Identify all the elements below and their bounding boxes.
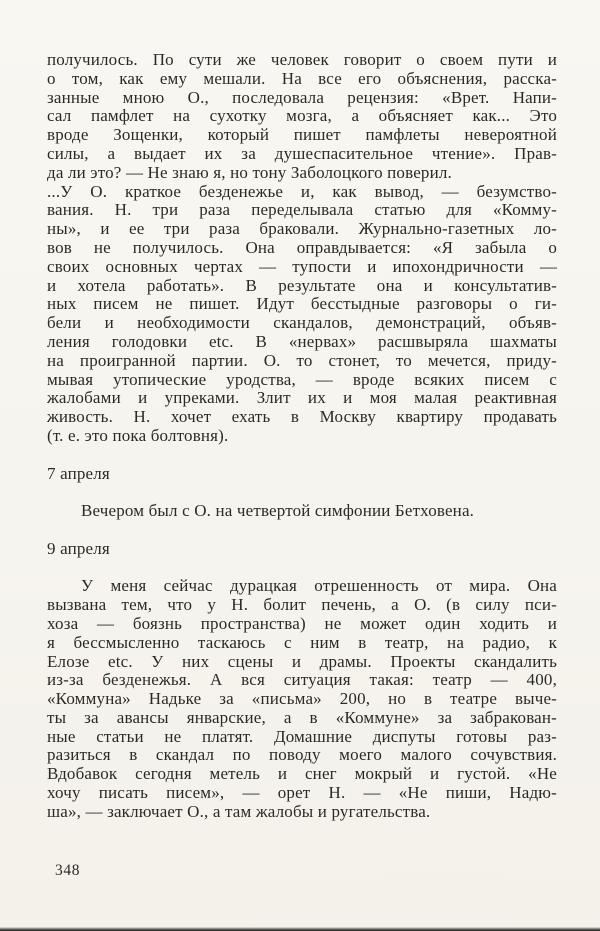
paragraph bbox=[47, 577, 557, 821]
text-line: У меня сейчас дурацкая отрешенность от мира. Она bbox=[81, 576, 557, 596]
text-line: ления голодовки etc. В «нервах» расшвыряла шахматы bbox=[47, 331, 557, 351]
page-number: 348 bbox=[55, 862, 81, 879]
text-line: Вдобавок сегодня метель и снег мокрый и густой. «Не bbox=[47, 764, 557, 784]
text-line: бели и необходимости скандалов, демонстраций, объяв- bbox=[47, 313, 557, 333]
text-line: сал памфлет на сухотку мозга, а объясняет как... Это bbox=[47, 106, 557, 126]
text-line: о том, как ему мешали. На все его объяснения, расска- bbox=[47, 68, 557, 88]
text-line: жалобами и упреками. Злит их и моя малая реактивная bbox=[47, 388, 557, 408]
text-line: да ли это? — Не знаю я, но тону Заболоцкого поверил. bbox=[47, 162, 452, 182]
text-line: и хотела работать». В результате она и консультатив- bbox=[47, 275, 557, 295]
text-line: Елозе etc. У них сцены и драмы. Проекты скандалить bbox=[47, 651, 557, 671]
text-line: ...У О. краткое безденежье и, как вывод, — безумство- bbox=[47, 181, 557, 201]
text-line: 9 апреля bbox=[47, 538, 110, 558]
page-text bbox=[47, 51, 557, 822]
text-line: силы, а выдает их за душеспасительное чтение». Прав- bbox=[47, 143, 557, 163]
text-line: «Коммуна» Надьке за «письма» 200, но в театре выче- bbox=[47, 689, 557, 709]
text-line: ны», и ее три раза браковали. Журнально-газетных ло- bbox=[47, 219, 557, 239]
text-line: (т. е. это пока болтовня). bbox=[47, 425, 229, 445]
text-line: вания. Н. три раза переделывала статью для «Комму- bbox=[47, 200, 557, 220]
text-line: Вечером был с О. на четвертой симфонии Бетховена. bbox=[81, 501, 475, 521]
text-line: вроде Зощенки, который пишет памфлеты невероятной bbox=[47, 125, 557, 145]
text-line: вызвана тем, что у Н. болит печень, а О. (в силу пси- bbox=[47, 595, 557, 615]
text-line: занные мною О., последовала рецензия: «Врет. Напи- bbox=[47, 87, 557, 107]
text-line: ные статьи не платят. Домашние диспуты готовы раз- bbox=[47, 726, 557, 746]
text-line: я бессмысленно таскаюсь с ним в театр, на радио, к bbox=[47, 632, 557, 652]
text-line: мывая утопические уродства, — вроде всяких писем с bbox=[47, 369, 557, 389]
text-line: на проигранной партии. О. то стонет, то мечется, приду- bbox=[47, 350, 557, 370]
text-line: своих основных чертах — тупости и ипохондричности — bbox=[47, 256, 557, 276]
date-heading bbox=[47, 465, 557, 484]
text-line: 7 апреля bbox=[47, 463, 110, 483]
text-line: хоза — боязнь пространства) не может один ходить и bbox=[47, 613, 557, 633]
text-line: ша», — заключает О., а там жалобы и ругательства. bbox=[47, 801, 431, 821]
text-line: живость. Н. хочет ехать в Москву квартиру продавать bbox=[47, 407, 557, 427]
text-line: получилось. По сути же человек говорит о своем пути и bbox=[47, 50, 557, 69]
paragraph bbox=[47, 51, 557, 183]
text-line: вов не получилось. Она оправдывается: «Я забыла о bbox=[47, 237, 557, 257]
text-line: ты за авансы январские, а в «Коммуне» за забракован- bbox=[47, 707, 557, 727]
text-line: хочу писать писем», — орет Н. — «Не пиши, Надю- bbox=[47, 783, 557, 803]
paragraph bbox=[47, 502, 557, 521]
date-heading bbox=[47, 540, 557, 559]
text-line: из-за безденежья. А вся ситуация такая: театр — 400, bbox=[47, 670, 557, 690]
text-line: разиться в скандал по поводу моего малого сочувствия. bbox=[47, 745, 557, 765]
text-line: ных писем не пишет. Идут бесстыдные разговоры о ги- bbox=[47, 294, 557, 314]
paragraph bbox=[47, 183, 557, 446]
scan-bottom-edge bbox=[0, 927, 600, 931]
